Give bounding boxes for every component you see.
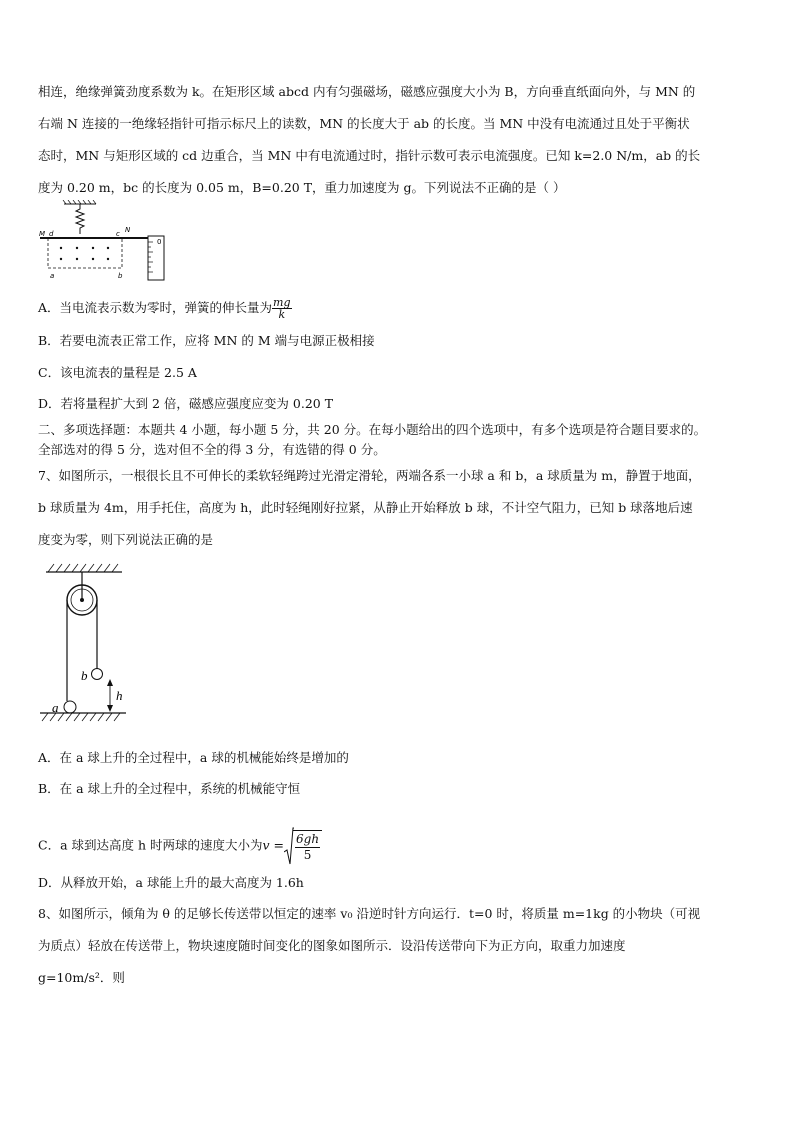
scale-ruler: [148, 236, 164, 280]
label-h: h: [116, 688, 123, 703]
label-m: M: [39, 230, 46, 238]
label-b: b: [118, 272, 123, 280]
q6-option-d: D．若将量程扩大到 2 倍，磁感应强度应变为 0.20 T: [38, 396, 334, 411]
label-c: c: [116, 230, 120, 238]
q8-text-line-3: g=10m/s²．则: [38, 970, 125, 985]
current-balance-figure: [36, 200, 168, 282]
spring: [76, 204, 84, 234]
q7-text-line-2: b 球质量为 4m，用手托住，高度为 h，此时轻绳刚好拉紧，从静止开始释放 b 球，不计空气阻力，已知 b 球落地后速: [38, 500, 693, 515]
q7-option-c: C．a 球到达高度 h 时两球的速度大小为v = $\frac{6gh}{5}$: [38, 826, 322, 866]
label-n: N: [125, 226, 131, 234]
q6-text-line-3: 态时，MN 与矩形区域的 cd 边重合，当 MN 中有电流通过时，指针示数可表示电流强度。已知 k=2.0 N/m，ab 的长: [38, 148, 701, 163]
fraction-mg-over-k: $\frac{mg}{k}$: [273, 296, 291, 321]
q6-option-b: B．若要电流表正常工作，应将 MN 的 M 端与电源正极相接: [38, 333, 375, 348]
q6-option-c: C．该电流表的量程是 2.5 A: [38, 365, 197, 380]
ball-b: [92, 669, 103, 680]
q6-text-line-1: 相连，绝缘弹簧劲度系数为 k。在矩形区域 abcd 内有匀强磁场，磁感应强度大小为 B，方向垂直纸面向外，与 MN 的: [38, 84, 696, 99]
label-a-ball: a: [52, 700, 59, 715]
q7-option-d: D．从释放开始，a 球能上升的最大高度为 1.6h: [38, 875, 304, 890]
q8-text-line-1: 8、如图所示，倾角为 θ 的足够长传送带以恒定的速率 v₀ 沿逆时针方向运行．t=0 时，将质量 m=1kg 的小物块（可视: [38, 906, 701, 921]
q7-option-b: B．在 a 球上升的全过程中，系统的机械能守恒: [38, 781, 301, 796]
q7-option-a: A．在 a 球上升的全过程中，a 球的机械能始终是增加的: [38, 750, 349, 765]
q6-text-line-2: 右端 N 连接的一绝缘轻指针可指示标尺上的读数，MN 的长度大于 ab 的长度。当 MN 中没有电流通过且处于平衡状: [38, 116, 690, 131]
q6-option-a: A．当电流表示数为零时，弹簧的伸长量为 $\frac{mg}{k}$: [38, 296, 291, 321]
q7-text-line-1: 7、如图所示，一根很长且不可伸长的柔软轻绳跨过光滑定滑轮，两端各系一小球 a 和 b，a 球质量为 m，静置于地面，: [38, 468, 701, 483]
q6-text-line-4: 度为 0.20 m，bc 的长度为 0.05 m，B=0.20 T，重力加速度为 g。下列说法不正确的是（ ）: [38, 180, 566, 195]
label-zero: 0: [157, 238, 162, 246]
label-a: a: [50, 272, 55, 280]
pulley-figure: [36, 560, 136, 730]
q7-text-line-3: 度变为零，则下列说法正确的是: [38, 532, 214, 547]
section-2-heading-line-1: 二、多项选择题：本题共 4 小题，每小题 5 分，共 20 分。在每小题给出的四个选项中，有多个选项是符合题目要求的。: [38, 422, 707, 437]
q8-text-line-2: 为质点）轻放在传送带上，物块速度随时间变化的图象如图所示．设沿传送带向下为正方向，取重力加速度: [38, 938, 626, 953]
label-d: d: [49, 230, 54, 238]
ball-a: [64, 701, 76, 713]
section-2-heading-line-2: 全部选对的得 5 分，选对但不全的得 3 分，有选错的得 0 分。: [38, 442, 386, 457]
magnetic-field-region: [48, 238, 122, 268]
label-b-ball: b: [81, 668, 88, 683]
